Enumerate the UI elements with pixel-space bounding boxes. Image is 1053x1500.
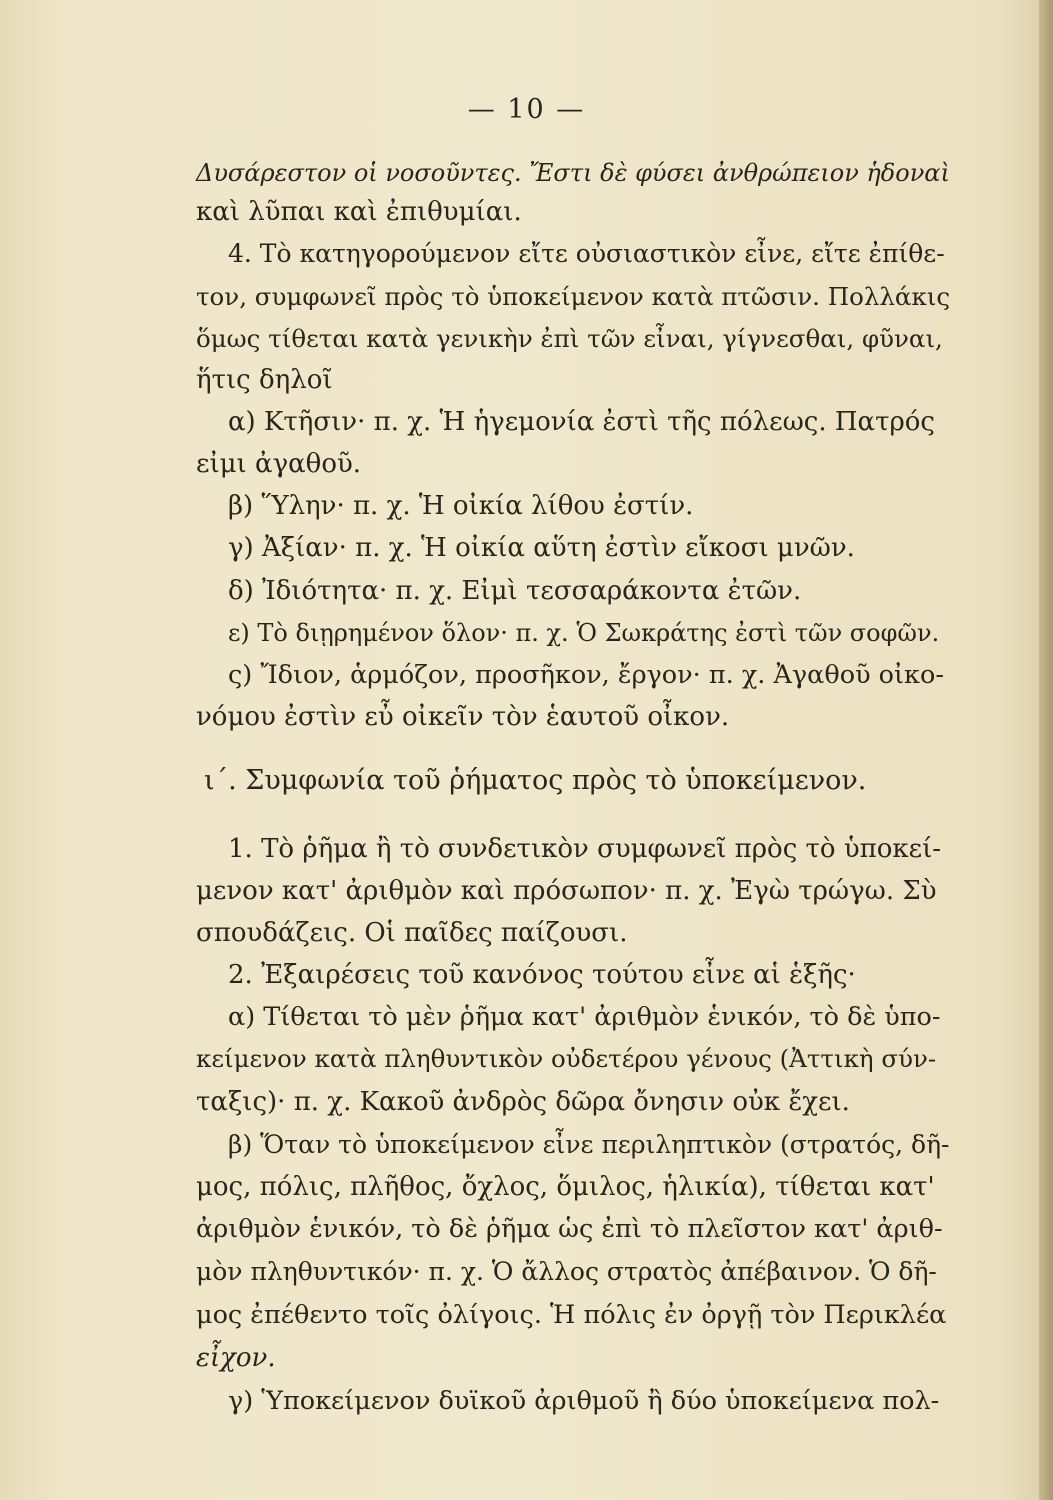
text-line: νόμου ἐστὶν εὖ οἰκεῖν τὸν ἑαυτοῦ οἶκον. (196, 702, 730, 732)
page-edge (1039, 0, 1053, 1500)
text-line: γ) Ὑποκείμενον δυϊκοῦ ἀριθμοῦ ἢ δύο ὑποκείμενα πολ- (228, 1386, 940, 1416)
text-line: 4. Τὸ κατηγορούμενον εἴτε οὐσιαστικὸν εἶνε, εἴτε ἐπίθε- (228, 239, 945, 268)
text-line: ς) Ἴδιον, ἁρμόζον, προσῆκον, ἔργον· π. χ. Ἀγαθοῦ οἰκο- (228, 660, 944, 690)
text-line: β) Ὅταν τὸ ὑποκείμενον εἶνε περιληπτικὸν (στρατός, δῆ- (228, 1130, 950, 1159)
text-line: κείμενον κατὰ πληθυντικὸν οὐδετέρου γένους (Ἀττικὴ σύν- (196, 1044, 937, 1073)
text-line: ταξις)· π. χ. Κακοῦ ἀνδρὸς δῶρα ὄνησιν οὐκ ἔχει. (196, 1087, 850, 1117)
text-line: γ) Ἀξίαν· π. χ. Ἡ οἰκία αὕτη ἐστὶν εἴκοσι μνῶν. (228, 533, 855, 563)
text-line: ε) Τὸ διῃρημένον ὅλον· π. χ. Ὁ Σωκράτης ἐστὶ τῶν σοφῶν. (228, 619, 940, 647)
section-heading: ι΄. Συμφωνία τοῦ ῥήματος πρὸς τὸ ὑποκείμενον. (204, 765, 867, 796)
text-line: 1. Τὸ ῥῆμα ἢ τὸ συνδετικὸν συμφωνεῖ πρὸς τὸ ὑποκεί- (228, 834, 942, 864)
text-line: μος, πόλις, πλῆθος, ὄχλος, ὅμιλος, ἡλικία), τίθεται κατ' (196, 1172, 935, 1202)
text-line: ὅμως τίθεται κατὰ γενικὴν ἐπὶ τῶν εἶναι, γίγνεσθαι, φῦναι, (196, 324, 943, 353)
text-line: δ) Ἰδιότητα· π. χ. Εἰμὶ τεσσαράκοντα ἐτῶν. (228, 576, 802, 606)
text-line: μὸν πληθυντικόν· π. χ. Ὁ ἄλλος στρατὸς ἀπέβαινον. Ὁ δῆ- (196, 1257, 937, 1286)
text-line: ἀριθμὸν ἑνικόν, τὸ δὲ ῥῆμα ὡς ἐπὶ τὸ πλεῖστον κατ' ἀριθ- (196, 1214, 943, 1244)
text-line: α) Κτῆσιν· π. χ. Ἡ ἡγεμονία ἐστὶ τῆς πόλεως. Πατρός (228, 407, 935, 437)
text-line: καὶ λῦπαι καὶ ἐπιθυμίαι. (196, 197, 522, 227)
text-line: 2. Ἐξαιρέσεις τοῦ κανόνος τούτου εἶνε αἱ ἑξῆς· (228, 960, 856, 990)
page-number: — 10 — (467, 94, 586, 125)
text-line: μενον κατ' ἀριθμὸν καὶ πρόσωπον· π. χ. Ἐγὼ τρώγω. Σὺ (196, 876, 937, 906)
text-line: σπουδάζεις. Οἱ παῖδες παίζουσι. (196, 918, 628, 948)
text-line: εἶχον. (196, 1343, 276, 1373)
text-line: α) Τίθεται τὸ μὲν ῥῆμα κατ' ἀριθμὸν ἑνικόν, τὸ δὲ ὑπο- (228, 1002, 941, 1032)
text-line: Δυσάρεστον οἱ νοσοῦντες. Ἔστι δὲ φύσει ἀνθρώπειον ἡδοναὶ (196, 159, 950, 187)
text-line: ἥτις δηλοῖ (196, 365, 333, 395)
text-line: μος ἐπέθεντο τοῖς ὀλίγοις. Ἡ πόλις ἐν ὀργῇ τὸν Περικλέα (196, 1300, 947, 1330)
text-line: β) Ὕλην· π. χ. Ἡ οἰκία λίθου ἐστίν. (228, 491, 694, 521)
text-line: εἰμι ἀγαθοῦ. (196, 449, 362, 479)
text-line: τον, συμφωνεῖ πρὸς τὸ ὑποκείμενον κατὰ πτῶσιν. Πολλάκις (196, 282, 951, 311)
